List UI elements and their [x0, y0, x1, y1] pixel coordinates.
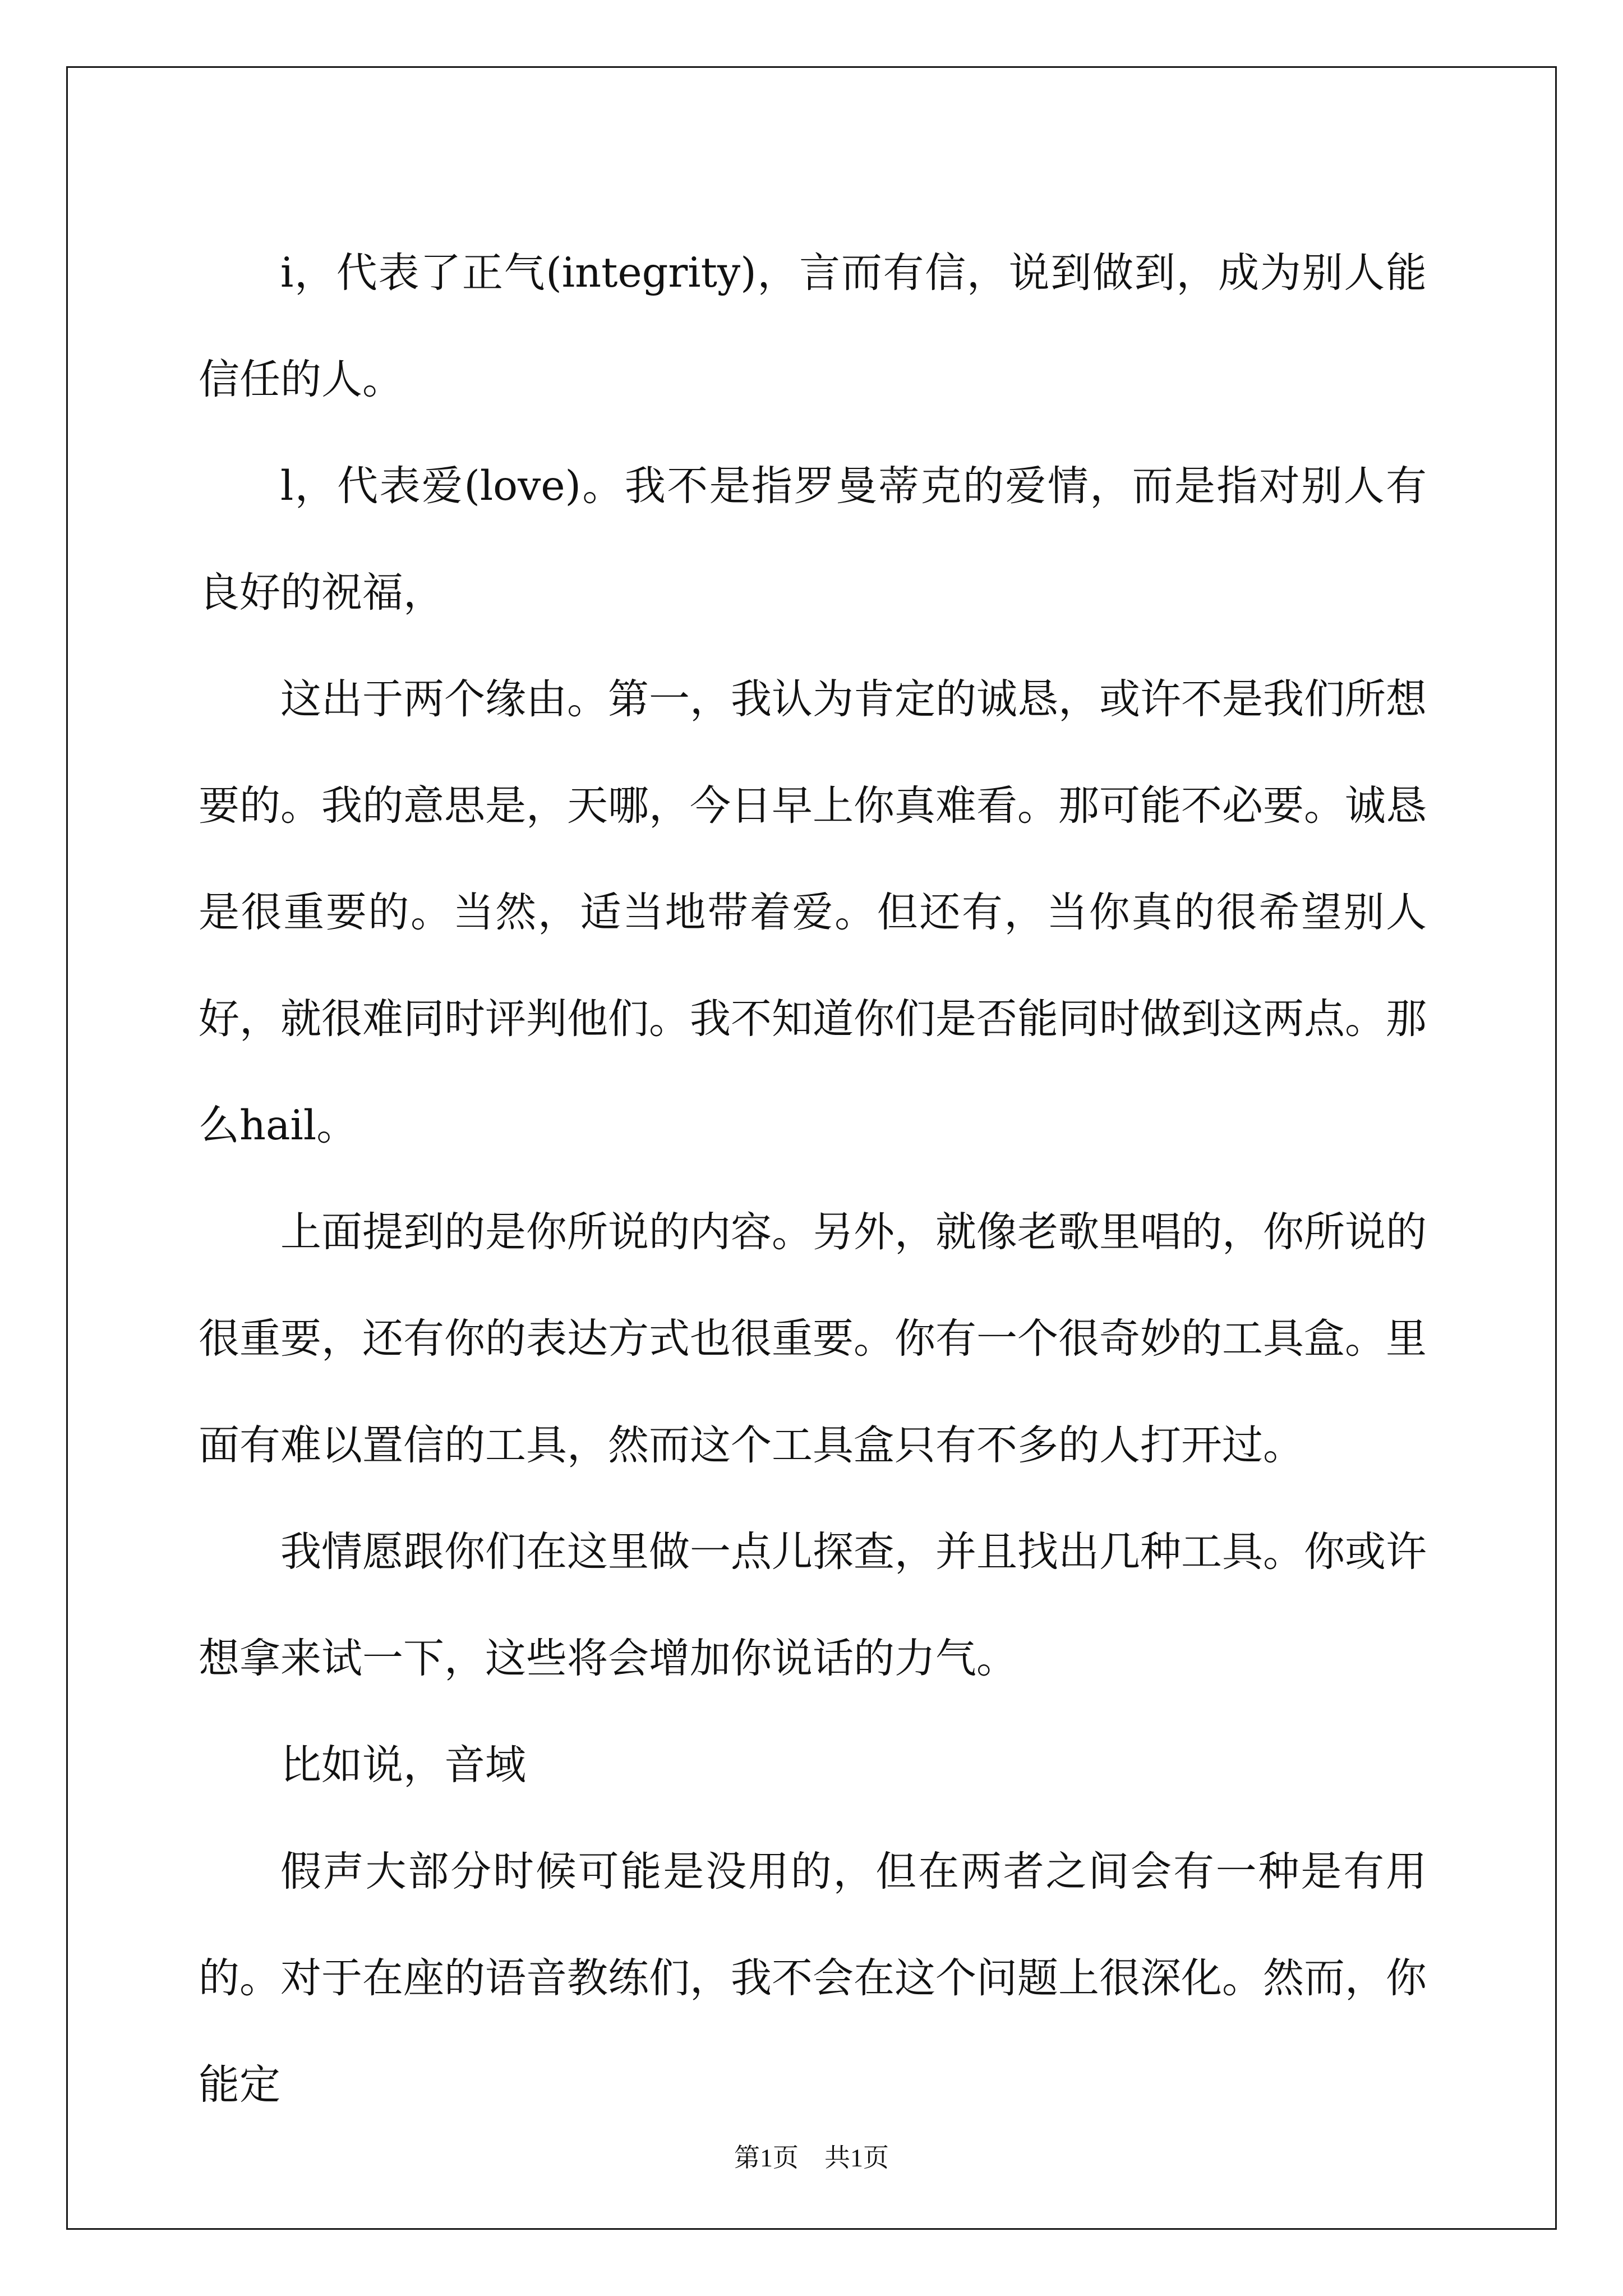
paragraph-love: l，代表爱(love)。我不是指罗曼蒂克的爱情，而是指对别人有良好的祝福， — [199, 462, 1427, 616]
document-body — [199, 220, 1427, 2138]
paragraph-integrity: i，代表了正气(integrity)，言而有信，说到做到，成为别人能信任的人。 — [199, 249, 1427, 403]
page-number: 第1页 共1页 — [734, 2143, 889, 2172]
paragraph-explore-tools: 我情愿跟你们在这里做一点儿探查，并且找出几种工具。你或许想拿来试一下，这些将会增加你说话的力气。 — [199, 1528, 1427, 1682]
paragraph-how-you-say: 上面提到的是你所说的内容。另外，就像老歌里唱的，你所说的很重要，还有你的表达方式也很重要。你有一个很奇妙的工具盒。里面有难以置信的工具，然而这个工具盒只有不多的人打开过。 — [199, 1208, 1427, 1469]
paragraph-register: 比如说，音域 — [280, 1741, 526, 1789]
paragraph-falsetto: 假声大部分时候可能是没用的，但在两者之间会有一种是有用的。对于在座的语音教练们，我不会在这个问题上很深化。然而，你能定 — [199, 1848, 1427, 2109]
paragraph-two-reasons: 这出于两个缘由。第一，我认为肯定的诚恳，或许不是我们所想要的。我的意思是，天哪，今日早上你真难看。那可能不必要。诚恳是很重要的。当然，适当地带着爱。但还有，当你真的很希望别人好，就很难同时评判他们。我不知道你们是否能同时做到这两点。那么hail。 — [199, 675, 1427, 1149]
